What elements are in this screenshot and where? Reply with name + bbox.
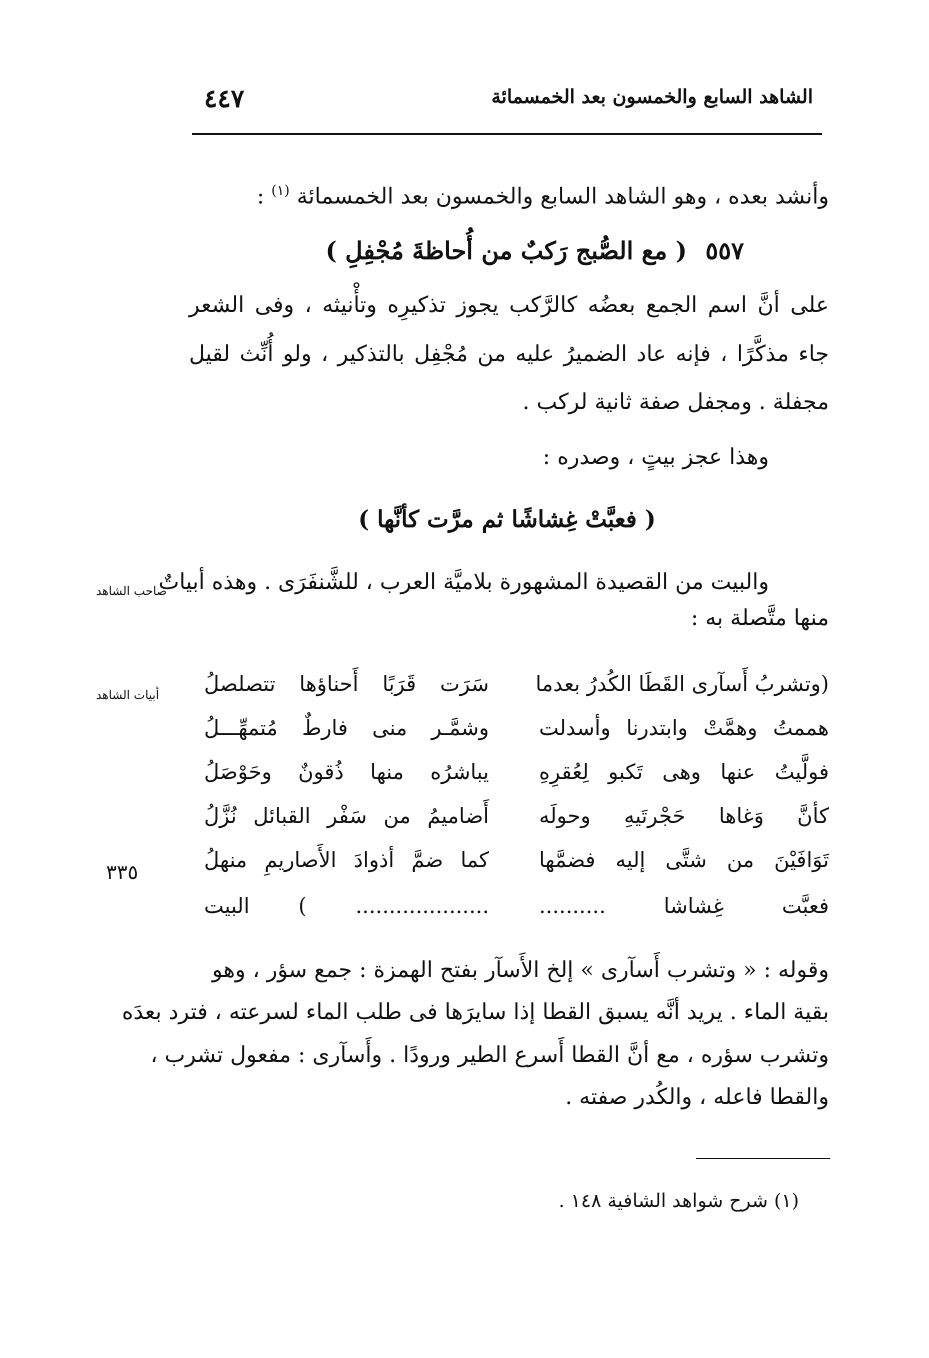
verse-row — [0, 894, 929, 930]
para3-line-1: والبيت من القصيدة المشهورة بلاميَّة العرب ، للشَّنفَرَى . وهذه أبياتٌ — [158, 570, 769, 595]
page-number: ٤٤٧ — [204, 84, 245, 113]
verse-second-hemistich: يباشرُه منها ذُقونٌ وحَوْصَلُ — [204, 760, 489, 784]
verse-first-hemistich: هممتُ وهمَّتْ وابتدرنا وأسدلت — [539, 716, 829, 740]
para4-line-4: والقطا فاعله ، والكُدر صفته . — [565, 1085, 829, 1110]
para1-line-3: مجفلة . ومجفل صفة ثانية لركب . — [522, 390, 829, 415]
margin-note-verses: أبيات الشاهد — [96, 688, 160, 702]
intro-colon: : — [256, 184, 265, 210]
para1-line-1: على أنَّ اسم الجمع بعضُه كالرَّكب يجوز تذكيرِه وتأْنيثه ، وفى الشعر — [189, 293, 829, 318]
verse-row — [0, 672, 929, 708]
footnote-ref: (١) — [271, 183, 290, 199]
shahid-text: ( مع الصُّبج رَكبٌ من أُحاظةَ مُجْفِلِ ) — [325, 236, 687, 265]
footnote-rule — [696, 1158, 830, 1159]
verse-second-hemistich: .................... ) البيت — [204, 894, 489, 918]
verse-first-hemistich: فولَّيتُ عنها وهى تَكبو لِعُقرِهِ — [539, 760, 829, 784]
verse-first-hemistich: تَوَافَيْنَ من شتَّى إليه فضمَّها — [539, 848, 829, 872]
footnote: (١) شرح شواهد الشافية ١٤٨ . — [558, 1190, 799, 1212]
para2: وهذا عجز بيتٍ ، وصدره : — [542, 445, 769, 470]
verse-second-hemistich: أَضاميمُ من سَفْر القبائل نُزَّلُ — [204, 804, 489, 828]
para1-line-2: جاء مذكَّرًا ، فإنه عاد الضميرُ عليه من مُجْفِل بالتذكير ، ولو أُنِّث لقيل — [189, 342, 830, 367]
shahid-line — [325, 236, 744, 265]
verse-first-hemistich: فعبَّت غِشاشا .......... — [539, 894, 829, 918]
para4-line-3: وتشرب سؤره ، مع أنَّ القطا أَسرع الطير ورودًا . وأَسآرى : مفعول تشرب ، — [150, 1043, 829, 1068]
margin-note-author: صاحب الشاهد — [96, 584, 167, 598]
para4-line-2: بقية الماء . يريد أنَّه يسبق القطا إذا سايرَها فى طلب الماء لسرعته ، فترد بعدَه — [121, 1000, 829, 1025]
para4-line-1: وقوله : « وتشرب أَسآرى » إلخ الأَسآر بفتح الهمزة : جمع سؤر ، وهو — [212, 958, 829, 983]
verse-first-hemistich: كأنَّ وَغاها حَجْرتَيهِ وحولَه — [539, 804, 829, 828]
shahid-number: ٥٥٧ — [705, 236, 744, 265]
para3-line-2: منها متَّصلة به : — [690, 606, 829, 631]
verse-second-hemistich: وشمَّـر منى فارطٌ مُتمهِّـــلُ — [204, 716, 489, 740]
sadr-line: ( فعبَّتْ غِشاشًا ثم مرَّت كأنَّها ) — [358, 506, 656, 533]
verse-row — [0, 848, 929, 884]
running-head — [188, 82, 813, 122]
intro-text: وأنشد بعده ، وهو الشاهد السابع والخمسون بعد الخمسمائة — [296, 184, 829, 210]
verse-number: ٣٣٥ — [106, 860, 139, 884]
verse-row — [0, 760, 929, 796]
verse-row — [0, 804, 929, 840]
verse-second-hemistich: سَرَت قَرَبًا أَحناؤها تتصلصلُ — [204, 672, 489, 696]
running-title: الشاهد السابع والخمسون بعد الخمسمائة — [491, 86, 813, 108]
header-rule — [192, 133, 822, 135]
verse-second-hemistich: كما ضمَّ أذوادَ الأَصاريمِ منهلُ — [204, 848, 489, 872]
verse-row — [0, 716, 929, 752]
intro-line — [257, 183, 829, 209]
verse-first-hemistich: (وتشربُ أَسآرى القَطَا الكُدرُ بعدما — [535, 672, 829, 696]
